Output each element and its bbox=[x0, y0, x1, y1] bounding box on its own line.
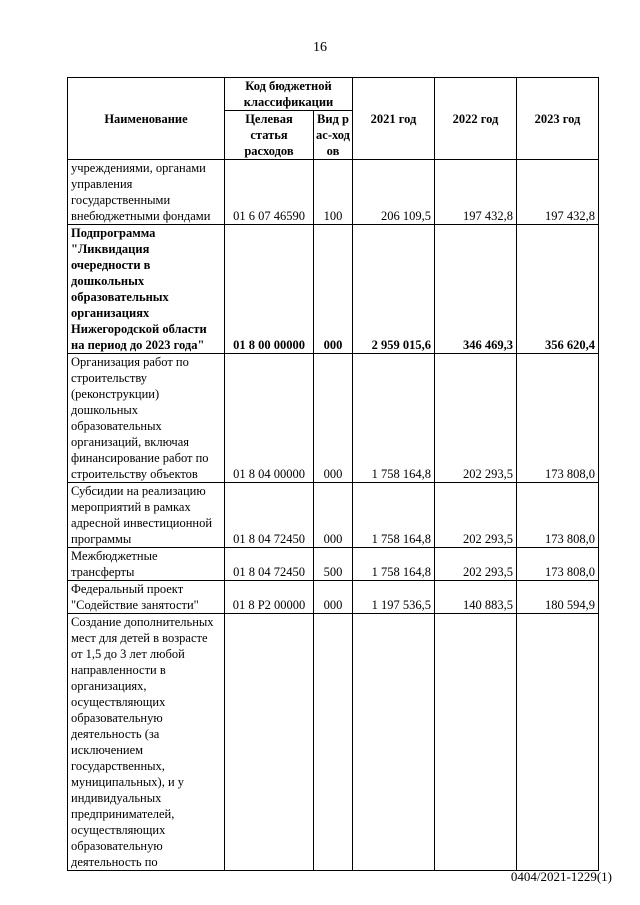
header-name: Наименование bbox=[68, 78, 225, 160]
table-row bbox=[68, 354, 599, 483]
row-target-code: 01 8 00 00000 bbox=[225, 225, 314, 354]
row-value-2023: 197 432,8 bbox=[517, 160, 599, 225]
page-number: 16 bbox=[313, 40, 327, 55]
row-expense-kind: 500 bbox=[314, 548, 353, 581]
row-target-code: 01 8 04 00000 bbox=[225, 354, 314, 483]
row-expense-kind: 000 bbox=[314, 483, 353, 548]
row-value-2022: 346 469,3 bbox=[435, 225, 517, 354]
row-value-2021: 2 959 015,6 bbox=[353, 225, 435, 354]
row-target-code: 01 8 04 72450 bbox=[225, 483, 314, 548]
row-name: Создание дополнительных мест для детей в возрасте от 1,5 до 3 лет любой направленности в организациях, осуществляющих образовательную деятельность (за исключением государственных, муниципальных), и у индивидуальных предпринимателей, осуществляющих образовательную деятельность по bbox=[68, 614, 225, 871]
header-2022: 2022 год bbox=[435, 78, 517, 160]
table-row bbox=[68, 614, 599, 871]
table-row bbox=[68, 483, 599, 548]
row-expense-kind: 000 bbox=[314, 354, 353, 483]
row-name: Организация работ по строительству (реконструкции) дошкольных образовательных организаций, включая финансирование работ по строительству объектов bbox=[68, 354, 225, 483]
row-target-code: 01 8 04 72450 bbox=[225, 548, 314, 581]
row-name: Субсидии на реализацию мероприятий в рамках адресной инвестиционной программы bbox=[68, 483, 225, 548]
row-value-2023: 173 808,0 bbox=[517, 354, 599, 483]
table-body bbox=[68, 160, 599, 871]
row-expense-kind: 000 bbox=[314, 581, 353, 614]
row-value-2022 bbox=[435, 614, 517, 871]
row-name: Федеральный проект "Содействие занятости" bbox=[68, 581, 225, 614]
row-name: Подпрограмма "Ликвидация очередности в дошкольных образовательных организациях Нижегородской области на период до 2023 года" bbox=[68, 225, 225, 354]
row-value-2021: 1 758 164,8 bbox=[353, 354, 435, 483]
row-value-2021: 206 109,5 bbox=[353, 160, 435, 225]
header-kbk: Код бюджетной классификации bbox=[225, 78, 353, 111]
row-value-2022: 202 293,5 bbox=[435, 548, 517, 581]
row-value-2023: 356 620,4 bbox=[517, 225, 599, 354]
row-target-code: 01 8 P2 00000 bbox=[225, 581, 314, 614]
row-value-2022: 202 293,5 bbox=[435, 483, 517, 548]
table-row bbox=[68, 160, 599, 225]
row-value-2021 bbox=[353, 614, 435, 871]
row-value-2023 bbox=[517, 614, 599, 871]
row-target-code bbox=[225, 614, 314, 871]
header-2021: 2021 год bbox=[353, 78, 435, 160]
table-header bbox=[68, 78, 599, 160]
row-value-2023: 180 594,9 bbox=[517, 581, 599, 614]
table-row bbox=[68, 548, 599, 581]
header-expense-kind: Вид рас-ходов bbox=[314, 111, 353, 160]
row-expense-kind bbox=[314, 614, 353, 871]
row-value-2021: 1 758 164,8 bbox=[353, 483, 435, 548]
table-row bbox=[68, 581, 599, 614]
header-2023: 2023 год bbox=[517, 78, 599, 160]
table-row bbox=[68, 225, 599, 354]
budget-table bbox=[67, 77, 599, 871]
row-name: учреждениями, органами управления государственными внебюджетными фондами bbox=[68, 160, 225, 225]
row-expense-kind: 000 bbox=[314, 225, 353, 354]
row-expense-kind: 100 bbox=[314, 160, 353, 225]
row-value-2023: 173 808,0 bbox=[517, 483, 599, 548]
row-value-2022: 140 883,5 bbox=[435, 581, 517, 614]
row-name: Межбюджетные трансферты bbox=[68, 548, 225, 581]
header-target-article: Целевая статья расходов bbox=[225, 111, 314, 160]
row-value-2021: 1 758 164,8 bbox=[353, 548, 435, 581]
row-value-2022: 202 293,5 bbox=[435, 354, 517, 483]
row-value-2022: 197 432,8 bbox=[435, 160, 517, 225]
row-target-code: 01 6 07 46590 bbox=[225, 160, 314, 225]
row-value-2023: 173 808,0 bbox=[517, 548, 599, 581]
document-code: 0404/2021-1229(1) bbox=[510, 869, 612, 884]
row-value-2021: 1 197 536,5 bbox=[353, 581, 435, 614]
